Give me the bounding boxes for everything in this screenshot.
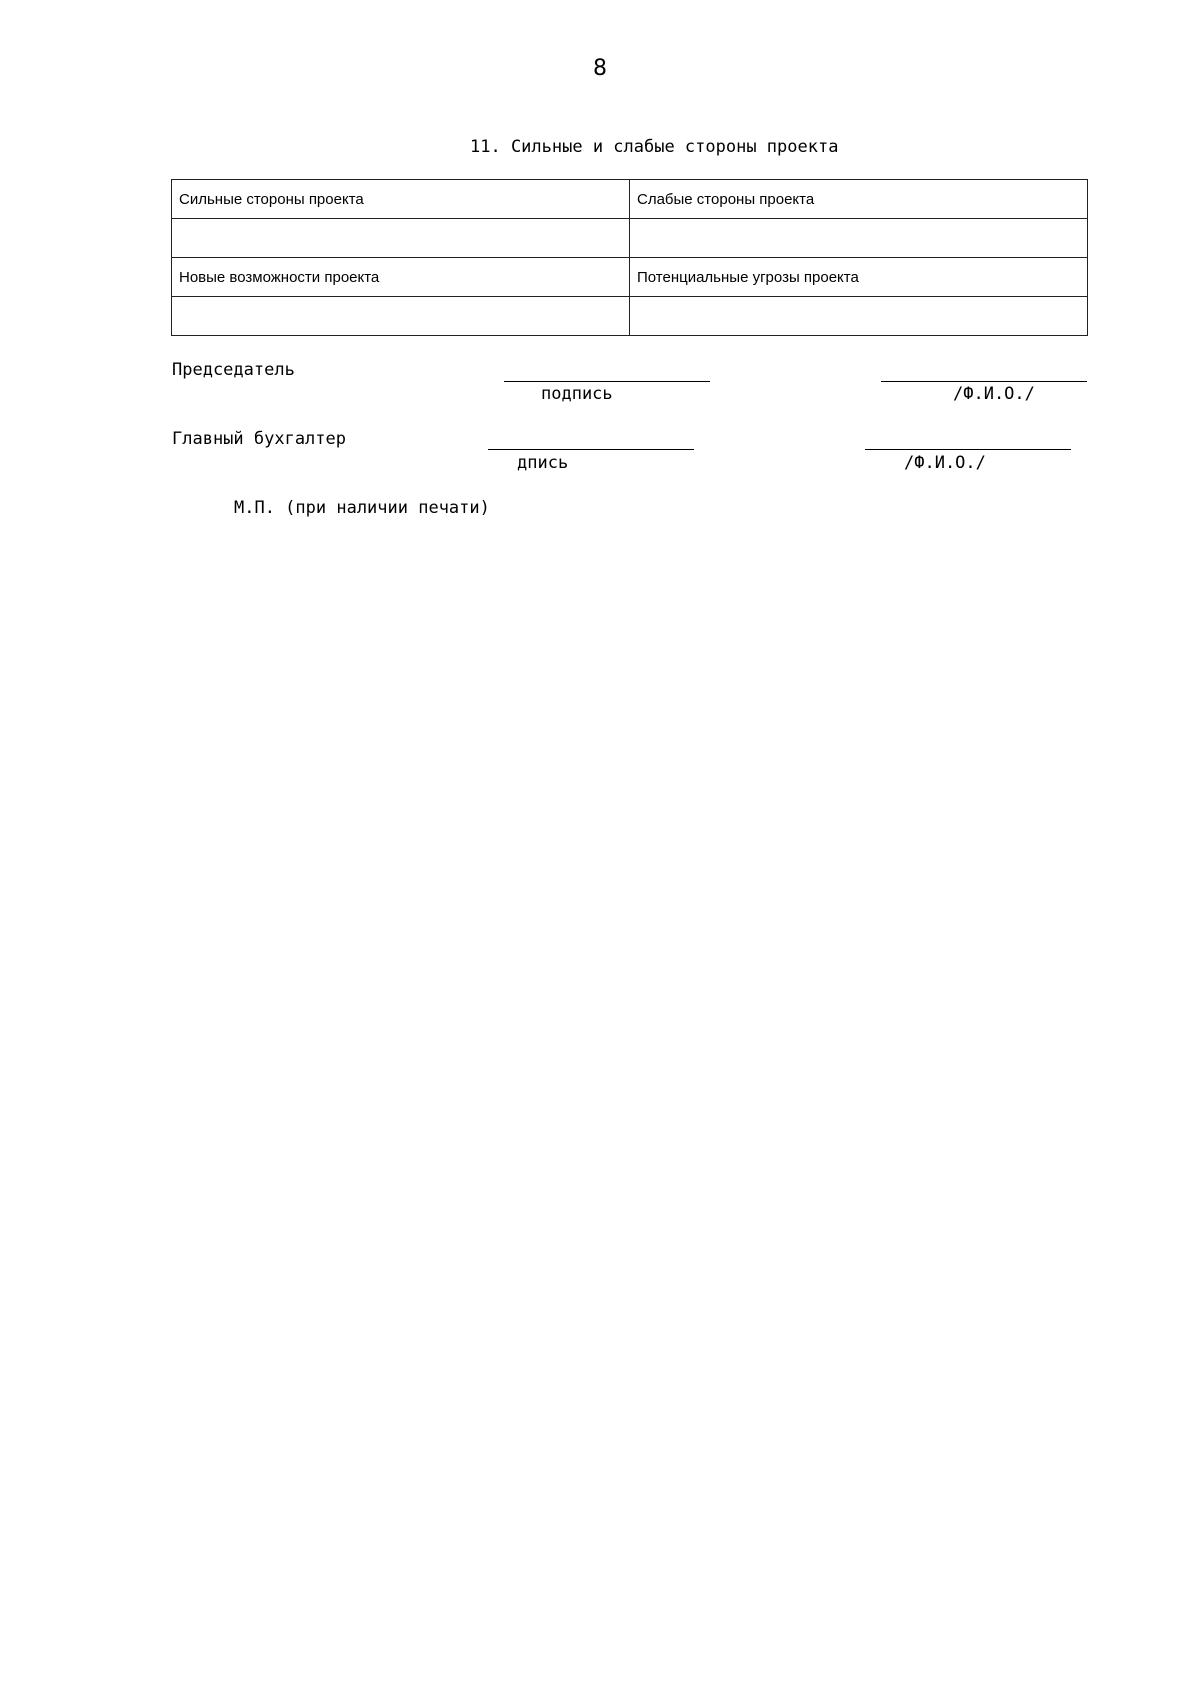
accountant-signature-caption: дпись bbox=[517, 453, 569, 473]
table-cell-weaknesses-header: Слабые стороны проекта bbox=[630, 180, 1088, 219]
chairman-label: Председатель bbox=[172, 360, 295, 380]
accountant-name-caption: /Ф.И.О./ bbox=[904, 453, 986, 473]
table-cell-opportunities-header: Новые возможности проекта bbox=[172, 258, 630, 297]
table-row bbox=[172, 258, 1088, 297]
section-title: 11. Сильные и слабые стороны проекта bbox=[470, 137, 839, 157]
table-cell-weaknesses-value[interactable] bbox=[630, 219, 1088, 258]
chairman-name-line[interactable] bbox=[881, 381, 1087, 382]
table-cell-threats-header: Потенциальные угрозы проекта bbox=[630, 258, 1088, 297]
stamp-note: М.П. (при наличии печати) bbox=[234, 498, 490, 518]
table-row bbox=[172, 219, 1088, 258]
table-cell-strengths-value[interactable] bbox=[172, 219, 630, 258]
table-row bbox=[172, 297, 1088, 336]
accountant-label: Главный бухгалтер bbox=[172, 429, 346, 449]
table-row bbox=[172, 180, 1088, 219]
chairman-signature-caption: подпись bbox=[541, 384, 613, 404]
accountant-signature-line[interactable] bbox=[488, 449, 694, 450]
table-cell-strengths-header: Сильные стороны проекта bbox=[172, 180, 630, 219]
chairman-name-caption: /Ф.И.О./ bbox=[953, 384, 1035, 404]
chairman-signature-line[interactable] bbox=[504, 381, 710, 382]
page-number: 8 bbox=[593, 56, 607, 81]
accountant-name-line[interactable] bbox=[865, 449, 1071, 450]
table-cell-opportunities-value[interactable] bbox=[172, 297, 630, 336]
swot-table bbox=[171, 179, 1088, 336]
table-cell-threats-value[interactable] bbox=[630, 297, 1088, 336]
